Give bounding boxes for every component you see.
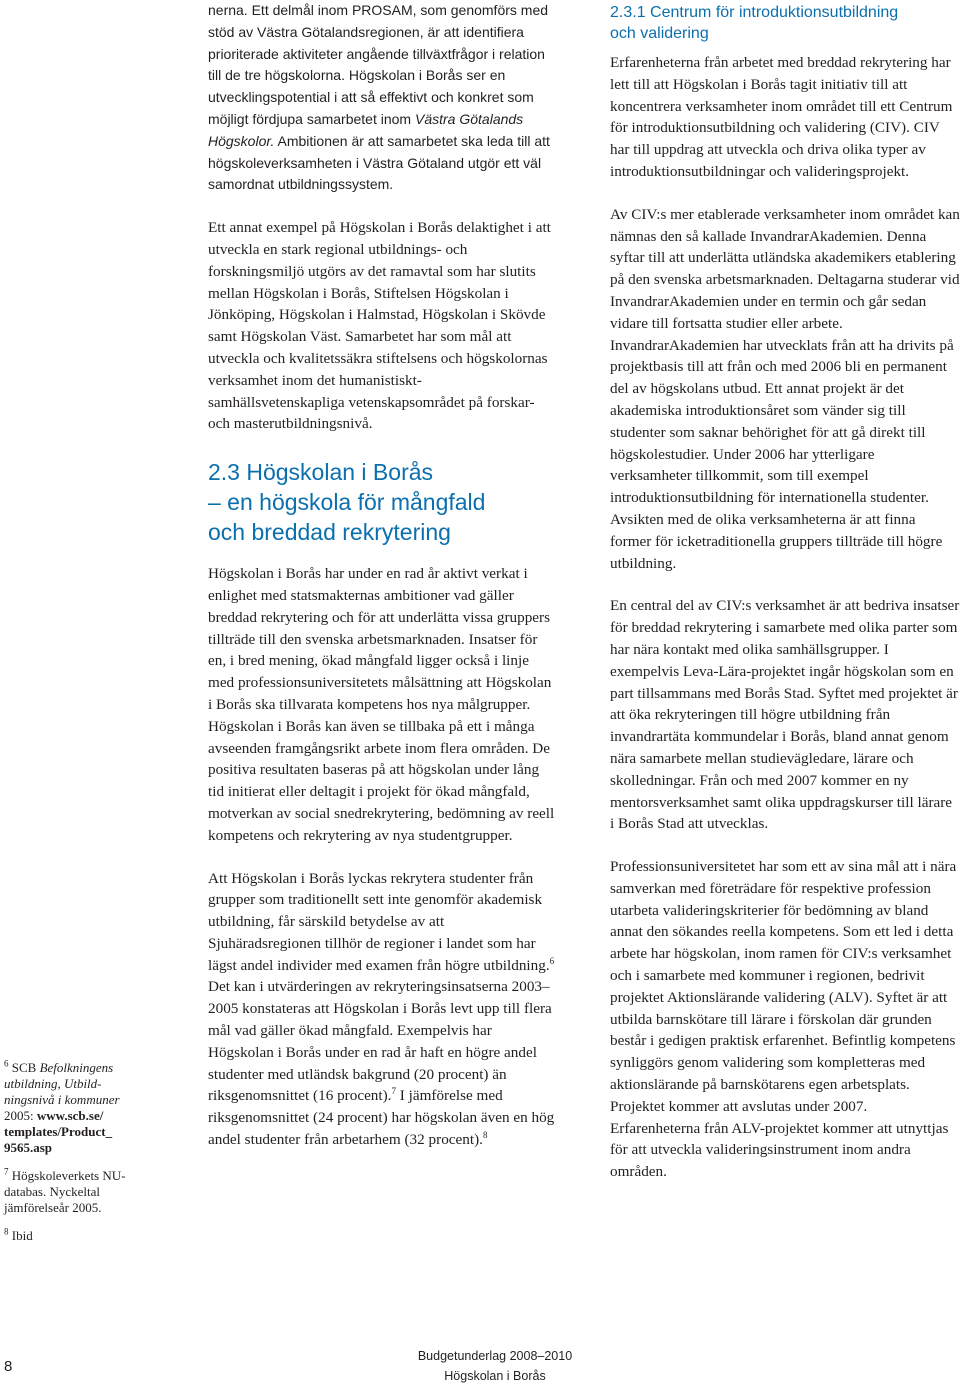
footnote-text: Ibid xyxy=(11,1228,33,1243)
footnote-number: 8 xyxy=(4,1226,9,1237)
paragraph-prosam xyxy=(208,0,558,196)
footnote-url: www.scb.se/ templates/Product_ 9565.asp xyxy=(4,1108,113,1155)
footnote-ref-6[interactable]: 6 xyxy=(549,955,555,966)
footer-institution: Högskolan i Borås xyxy=(444,1369,546,1383)
paragraph-invandrarakademien: Av CIV:s mer etablerade verksamheter inom området kan nämnas den så kallade InvandrarAkademien. Denna syftar till att underlätta utländska akademikers etablering på den svenska arbetsmarknaden. Deltagarna studerar vid InvandrarAkademien under en termin och går sedan vidare till fortsatta studier eller arbete. InvandrarAkademien har utvecklats från att ha drivits på projektbasis till att från och med 2006 bli en permanent del av högskolans utbud. Ett annat projekt är det akademiska introduktionsåret som vänder sig till studenter som saknar behörighet för att gå direkt till högskolestudier. Under 2006 har ytterligare verksamheter tillkommit, som till exempel introduktionsutbildning för internationella studenter. Avsikten med de olika verksamheterna är att finna former för icketraditionella gruppers tillträde till högre utbildning. xyxy=(610,205,960,572)
heading-line: och validering xyxy=(610,25,709,42)
heading-line: 2.3 Högskolan i Borås xyxy=(208,459,434,486)
footnote-6 xyxy=(4,1060,144,1156)
footnote-number: 6 xyxy=(4,1058,9,1069)
footnote-ref-8[interactable]: 8 xyxy=(482,1130,488,1140)
heading-line: – en högskola för mångfald xyxy=(208,489,486,516)
section-heading-2-3 xyxy=(208,457,558,547)
paragraph-alv: Professionsuniversitetet har som ett av sina mål att i nära samverkan med företrädare för respektive profession utarbeta valideringskriterier för bedömning av bland annat den sökandes reella kompetens. Som ett led i detta arbete har högskolan, inom ramen för CIV:s verksamhet och i samarbete med kommuner i regionen, bedrivit projektet Aktionslärande validering (ALV). Syftet är att utbilda barnskötare till lärare i förskolan där grunden består i gedigen praktisk erfarenhet. Befintlig kompetens synliggörs genom validering som kompletteras med aktionslärande på barnskötarens egen arbetsplats. Projektet kommer att avslutas under 2007. Erfarenheterna från ALV-projektet kommer att utnyttjas för att utveckla valideringsinstrument inom andra områden. xyxy=(610,858,957,1181)
footnote-number: 7 xyxy=(4,1166,9,1177)
page-number: 8 xyxy=(4,1358,13,1375)
paragraph-mangfald: Högskolan i Borås har under en rad år aktivt verkat i enlighet med statsmakternas ambitioner vad gäller breddad rekrytering och för att underlätta vissa gruppers tillträde till den svenska arbetsmarknaden. Insatser för en, i bred mening, ökad mångfald ligger också i linje med professionsuniversitetets målsättning att Högskolan i Borås ska tillvarata kompetens hos nya målgrupper. Högskolan i Borås kan även se tillbaka på ett i många avseenden framgångsrikt arbete inom flera områden. De positiva resultaten baseras på att högskolan under lång tid initierat eller deltagit i projekt för ökad mångfald, motverkan av social snedrekrytering, bedömning av reell kompetens och rekrytering av nya studentgrupper. xyxy=(208,565,555,844)
paragraph-rekrytering xyxy=(208,868,558,1151)
heading-line: 2.3.1 Centrum för introduktionsutbildning xyxy=(610,4,899,21)
footnote-8 xyxy=(4,1228,144,1244)
footnotes-sidebar xyxy=(4,1060,144,1256)
heading-line: och breddad rekrytering xyxy=(208,519,451,546)
footnote-text: SCB xyxy=(11,1060,40,1075)
paragraph-text: Att Högskolan i Borås lyckas rekrytera studenter från grupper som traditionellt sett inte genomför akademisk utbildning, får särskild betydelse av att Sjuhäradsregionen tillhör de regioner i landet som har lägst andel individer med examen från högre utbildning. xyxy=(208,869,550,974)
footnote-text: Högskoleverkets NU-databas. Nyckeltal jämförelseår 2005. xyxy=(4,1168,126,1215)
footnote-text: 2005: xyxy=(4,1108,37,1123)
footnote-7 xyxy=(4,1168,144,1216)
page-footer xyxy=(410,1346,580,1386)
paragraph-civ: Erfarenheterna från arbetet med breddad rekrytering har lett till att Högskolan i Borås tagit initiativ till att koncentrera verksamheter inom området till ett Centrum för introduktionsutbildning och validering (CIV). CIV har till uppdrag att utveckla och driva olika typer av introduktionsutbildningar och valideringsprojekt. xyxy=(610,54,953,180)
footnote-ref-7[interactable]: 7 xyxy=(391,1086,396,1097)
paragraph-italic: Västra Götalands Högskolor. xyxy=(208,110,524,149)
right-column xyxy=(610,0,960,1204)
paragraph-text: Det kan i utvärderingen av rekryteringsinsatserna 2003–2005 konstateras att Högskolan i Borås levt upp till flera mål vad gäller ökad mångfald. Exempelvis har Högskolan i Borås under en rad år haft en högre andel studenter med utländsk bakgrund (20 procent) än riksgenomsnittet (16 procent). xyxy=(208,978,552,1105)
footnote-title: Befolkningens utbildning, Utbild-ningsnivå i kommuner xyxy=(4,1060,120,1107)
paragraph-ramavtal: Ett annat exempel på Högskolan i Borås delaktighet i att utveckla en stark regional utbildnings- och forskningsmiljö utgörs av det ramavtal som har slutits mellan Högskolan i Borås, Stiftelsen Högskolan i Jönköping, Högskolan i Halmstad, Högskolan i Skövde samt Högskolan Väst. Samarbetet har som mål att utveckla och kvalitetssäkra stiftelsens och högskolornas verksamhet inom det humanistiskt-samhällsvetenskapliga vetenskapsområdet på forskar- och masterutbildningsnivå. xyxy=(208,219,551,433)
footer-document-title: Budgetunderlag 2008–2010 xyxy=(417,1349,573,1363)
paragraph-text: I jämförelse med riksgenomsnittet (24 procent) har högskolan även en hög andel studenter från arbetarhem (32 procent). xyxy=(208,1087,555,1149)
paragraph-text: nerna. Ett delmål inom PROSAM, som genomförs med stöd av Västra Götalandsregionen, är att identifiera prioriterade aktiviteter angående tillväxtfrågor i relation till de tre högskolorna. Högskolan i Borås ser en utvecklingspotential i att så effektivt och konkret som möjligt fördjupa samarbetet inom xyxy=(208,2,549,127)
middle-column xyxy=(208,0,558,1172)
paragraph-text: Ambitionen är att samarbetet ska leda till att högskoleverksamheten i Västra Götaland utgör ett väl samordnat utbildningssystem. xyxy=(208,132,550,193)
paragraph-leva-lara: En central del av CIV:s verksamhet är att bedriva insatser för breddad rekrytering i samarbete med olika parter som har nära kontakt med olika samhällsgrupper. I exempelvis Leva-Lära-projektet ingår högskolan som en part tillsammans med Borås Stad. Syftet med projektet är att öka rekryteringen till högre utbildning från invandrartäta kommundelar i Borås, bland annat genom nära samarbete mellan studievägledare, lärare och skolledningar. Från och med 2007 kommer en ny mentorsverksamhet samt olika uppdragskurser till lärare i Borås Stad att utvecklas. xyxy=(610,597,960,833)
section-heading-2-3-1 xyxy=(610,2,960,44)
